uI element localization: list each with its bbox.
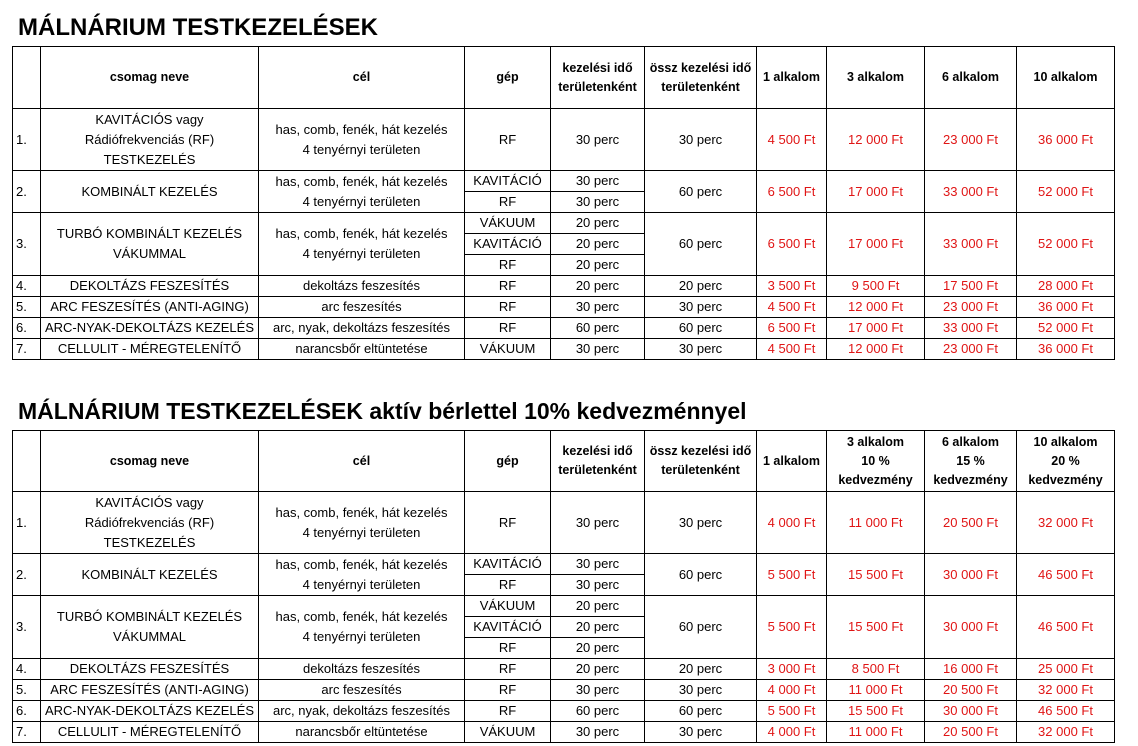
table-row <box>13 297 1115 318</box>
row-number: 6. <box>13 701 41 722</box>
package-name-line: KOMBINÁLT KEZELÉS <box>81 183 218 199</box>
treatment-goal-line: 4 tenyérnyi területen <box>302 629 421 644</box>
time-per-area-cell: 20 perc <box>551 234 645 255</box>
header-cell-6-sessions <box>925 47 1017 109</box>
header-cell-time-area <box>551 47 645 109</box>
time-per-area-cell: 30 perc <box>551 680 645 701</box>
time-per-area-cell: 30 perc <box>551 722 645 743</box>
package-name-line: TURBÓ KOMBINÁLT KEZELÉS <box>56 609 243 624</box>
device-cell: KAVITÁCIÓ <box>465 554 551 575</box>
device-cell: KAVITÁCIÓ <box>465 617 551 638</box>
time-per-area-cell: 20 perc <box>551 255 645 276</box>
treatment-goal-line: arc, nyak, dekoltázs feszesítés <box>272 320 451 335</box>
treatment-goal <box>259 318 465 339</box>
row-number: 3. <box>13 596 41 659</box>
treatment-goal <box>259 701 465 722</box>
table-row <box>13 701 1115 722</box>
package-name <box>41 659 259 680</box>
table-row <box>13 554 1115 575</box>
price-10-sessions: 32 000 Ft <box>1017 680 1115 701</box>
price-10-sessions: 52 000 Ft <box>1017 213 1115 276</box>
treatment-goal-line: 4 tenyérnyi területen <box>302 246 421 261</box>
price-1-session: 3 500 Ft <box>757 276 827 297</box>
treatment-goal-line: 4 tenyérnyi területen <box>302 576 421 592</box>
treatment-goal-line: has, comb, fenék, hát kezelés <box>275 609 448 624</box>
device-cell: RF <box>465 575 551 596</box>
table-row <box>13 276 1115 297</box>
price-1-session: 4 000 Ft <box>757 492 827 554</box>
price-3-sessions: 12 000 Ft <box>827 109 925 171</box>
price-10-sessions: 52 000 Ft <box>1017 171 1115 213</box>
table-row <box>13 171 1115 192</box>
device-cell: RF <box>465 638 551 659</box>
price-1-session: 4 500 Ft <box>757 109 827 171</box>
time-per-area-cell: 20 perc <box>551 659 645 680</box>
header-cell-name: csomag neve <box>41 431 259 492</box>
price-3-sessions: 11 000 Ft <box>827 722 925 743</box>
header-cell-total-time <box>645 47 757 109</box>
header-text: össz kezelési idő <box>649 60 752 75</box>
treatment-goal-line: has, comb, fenék, hát kezelés <box>275 226 448 241</box>
price-1-session: 5 500 Ft <box>757 554 827 596</box>
price-3-sessions: 15 500 Ft <box>827 701 925 722</box>
row-number: 1. <box>13 109 41 171</box>
row-number: 1. <box>13 492 41 554</box>
price-6-sessions: 33 000 Ft <box>925 213 1017 276</box>
treatment-goal-line: has, comb, fenék, hát kezelés <box>275 121 448 137</box>
package-name-line: DEKOLTÁZS FESZESÍTÉS <box>69 278 230 293</box>
price-1-session: 4 500 Ft <box>757 297 827 318</box>
package-name-line: CELLULIT - MÉREGTELENÍTŐ <box>57 724 242 739</box>
treatment-goal-line: dekoltázs feszesítés <box>302 278 421 293</box>
header-text: 20 % <box>1051 453 1080 468</box>
package-name-line: KAVITÁCIÓS vagy <box>95 111 204 127</box>
table-row <box>13 659 1115 680</box>
time-per-area-cell: 30 perc <box>551 339 645 360</box>
treatment-goal <box>259 492 465 554</box>
header-text: kedvezmény <box>838 472 913 487</box>
package-name <box>41 701 259 722</box>
price-10-sessions: 36 000 Ft <box>1017 339 1115 360</box>
header-cell-1-session <box>757 47 827 109</box>
package-name <box>41 554 259 596</box>
table-row <box>13 318 1115 339</box>
time-per-area-cell: 30 perc <box>551 492 645 554</box>
package-name <box>41 680 259 701</box>
price-table-discount <box>12 430 1115 743</box>
total-time-cell: 60 perc <box>645 596 757 659</box>
package-name-line: VÁKUMMAL <box>113 246 186 261</box>
treatment-goal <box>259 722 465 743</box>
price-1-session: 5 500 Ft <box>757 596 827 659</box>
package-name <box>41 297 259 318</box>
treatment-goal-line: has, comb, fenék, hát kezelés <box>275 504 448 520</box>
row-number: 7. <box>13 722 41 743</box>
row-number: 4. <box>13 276 41 297</box>
treatment-goal-line: arc, nyak, dekoltázs feszesítés <box>272 703 451 718</box>
time-per-area-cell: 60 perc <box>551 318 645 339</box>
device-cell: RF <box>465 255 551 276</box>
header-text: területenként <box>661 463 740 477</box>
header-text: össz kezelési idő <box>649 444 752 458</box>
treatment-goal-line: 4 tenyérnyi területen <box>302 193 421 209</box>
price-6-sessions: 23 000 Ft <box>925 339 1017 360</box>
treatment-goal-line: narancsbőr eltüntetése <box>295 341 428 356</box>
device-cell: RF <box>465 659 551 680</box>
package-name-line: TESTKEZELÉS <box>103 534 196 550</box>
device-cell: VÁKUUM <box>465 722 551 743</box>
package-name-line: KAVITÁCIÓS vagy <box>95 494 204 510</box>
price-10-sessions: 32 000 Ft <box>1017 722 1115 743</box>
header-text: 10 alkalom <box>1033 434 1098 449</box>
price-10-sessions: 36 000 Ft <box>1017 109 1115 171</box>
header-text: 1 alkalom <box>763 70 820 84</box>
header-cell-10-sessions <box>1017 431 1115 492</box>
row-number: 5. <box>13 297 41 318</box>
price-1-session: 4 500 Ft <box>757 339 827 360</box>
row-number: 2. <box>13 171 41 213</box>
price-1-session: 4 000 Ft <box>757 680 827 701</box>
price-3-sessions: 11 000 Ft <box>827 680 925 701</box>
header-text: 6 alkalom <box>942 70 999 84</box>
device-cell: VÁKUUM <box>465 596 551 617</box>
package-name-line: ARC-NYAK-DEKOLTÁZS KEZELÉS <box>44 703 254 718</box>
device-cell: VÁKUUM <box>465 213 551 234</box>
package-name-line: CELLULIT - MÉREGTELENÍTŐ <box>57 341 242 356</box>
header-text: kezelési idő <box>562 60 633 75</box>
total-time-cell: 30 perc <box>645 722 757 743</box>
header-text: 10 % <box>861 453 890 468</box>
treatment-goal <box>259 213 465 276</box>
total-time-cell: 60 perc <box>645 171 757 213</box>
discount-table-title: MÁLNÁRIUM TESTKEZELÉSEK aktív bérlettel 10% kedvezménnyel <box>18 398 747 424</box>
device-cell: RF <box>465 297 551 318</box>
price-10-sessions: 28 000 Ft <box>1017 276 1115 297</box>
price-1-session: 6 500 Ft <box>757 171 827 213</box>
price-10-sessions: 46 500 Ft <box>1017 596 1115 659</box>
total-time-cell: 60 perc <box>645 701 757 722</box>
package-name <box>41 492 259 554</box>
header-cell-number <box>13 431 41 492</box>
price-6-sessions: 16 000 Ft <box>925 659 1017 680</box>
header-text: 10 alkalom <box>1033 70 1098 84</box>
price-table-regular <box>12 46 1115 360</box>
header-text: területenként <box>661 79 740 94</box>
price-6-sessions: 23 000 Ft <box>925 297 1017 318</box>
header-cell-device: gép <box>465 47 551 109</box>
price-1-session: 6 500 Ft <box>757 213 827 276</box>
treatment-goal <box>259 276 465 297</box>
package-name-line: ARC-NYAK-DEKOLTÁZS KEZELÉS <box>44 320 254 335</box>
treatment-goal-line: 4 tenyérnyi területen <box>302 141 421 157</box>
device-cell: RF <box>465 318 551 339</box>
price-3-sessions: 17 000 Ft <box>827 213 925 276</box>
row-number: 5. <box>13 680 41 701</box>
package-name <box>41 596 259 659</box>
treatment-goal <box>259 596 465 659</box>
header-text: kedvezmény <box>1028 472 1103 487</box>
time-per-area-cell: 60 perc <box>551 701 645 722</box>
time-per-area-cell: 30 perc <box>551 554 645 575</box>
treatment-goal <box>259 680 465 701</box>
total-time-cell: 60 perc <box>645 213 757 276</box>
price-10-sessions: 36 000 Ft <box>1017 297 1115 318</box>
package-name-line: DEKOLTÁZS FESZESÍTÉS <box>69 661 230 676</box>
total-time-cell: 30 perc <box>645 339 757 360</box>
treatment-goal <box>259 339 465 360</box>
package-name <box>41 109 259 171</box>
treatment-goal <box>259 554 465 596</box>
header-cell-1-session <box>757 431 827 492</box>
package-name-line: Rádiófrekvenciás (RF) <box>84 131 215 147</box>
total-time-cell: 20 perc <box>645 276 757 297</box>
package-name-line: TURBÓ KOMBINÁLT KEZELÉS <box>56 226 243 241</box>
price-6-sessions: 23 000 Ft <box>925 109 1017 171</box>
header-text: 3 alkalom <box>847 434 904 449</box>
price-6-sessions: 33 000 Ft <box>925 171 1017 213</box>
price-6-sessions: 17 500 Ft <box>925 276 1017 297</box>
package-name-line: KOMBINÁLT KEZELÉS <box>81 566 218 582</box>
row-number: 4. <box>13 659 41 680</box>
header-cell-10-sessions <box>1017 47 1115 109</box>
header-cell-6-sessions <box>925 431 1017 492</box>
table-row <box>13 339 1115 360</box>
table-row <box>13 213 1115 234</box>
device-cell: RF <box>465 276 551 297</box>
row-number: 2. <box>13 554 41 596</box>
package-name-line: TESTKEZELÉS <box>103 151 196 167</box>
price-1-session: 5 500 Ft <box>757 701 827 722</box>
price-6-sessions: 20 500 Ft <box>925 492 1017 554</box>
table-row <box>13 722 1115 743</box>
total-time-cell: 30 perc <box>645 109 757 171</box>
package-name <box>41 171 259 213</box>
header-text: területenként <box>558 79 637 94</box>
total-time-cell: 30 perc <box>645 492 757 554</box>
header-cell-device: gép <box>465 431 551 492</box>
price-6-sessions: 33 000 Ft <box>925 318 1017 339</box>
time-per-area-cell: 30 perc <box>551 109 645 171</box>
time-per-area-cell: 20 perc <box>551 276 645 297</box>
package-name <box>41 722 259 743</box>
device-cell: KAVITÁCIÓ <box>465 171 551 192</box>
row-number: 7. <box>13 339 41 360</box>
total-time-cell: 60 perc <box>645 318 757 339</box>
device-cell: RF <box>465 109 551 171</box>
device-cell: VÁKUUM <box>465 339 551 360</box>
row-number: 6. <box>13 318 41 339</box>
treatment-goal <box>259 297 465 318</box>
time-per-area-cell: 30 perc <box>551 575 645 596</box>
total-time-cell: 20 perc <box>645 659 757 680</box>
treatment-goal <box>259 109 465 171</box>
treatment-goal-line: 4 tenyérnyi területen <box>302 524 421 540</box>
table-row <box>13 109 1115 171</box>
package-name-line: VÁKUMMAL <box>113 629 186 644</box>
package-name-line: ARC FESZESÍTÉS (ANTI-AGING) <box>50 299 249 314</box>
table-row <box>13 492 1115 554</box>
device-cell: RF <box>465 192 551 213</box>
price-3-sessions: 15 500 Ft <box>827 554 925 596</box>
header-cell-goal: cél <box>259 47 465 109</box>
price-3-sessions: 15 500 Ft <box>827 596 925 659</box>
device-cell: RF <box>465 701 551 722</box>
price-10-sessions: 32 000 Ft <box>1017 492 1115 554</box>
time-per-area-cell: 20 perc <box>551 638 645 659</box>
treatment-goal-line: arc feszesítés <box>321 682 402 697</box>
time-per-area-cell: 20 perc <box>551 596 645 617</box>
table-row <box>13 680 1115 701</box>
total-time-cell: 30 perc <box>645 680 757 701</box>
price-6-sessions: 20 500 Ft <box>925 722 1017 743</box>
price-10-sessions: 52 000 Ft <box>1017 318 1115 339</box>
price-1-session: 4 000 Ft <box>757 722 827 743</box>
price-3-sessions: 17 000 Ft <box>827 318 925 339</box>
row-number: 3. <box>13 213 41 276</box>
time-per-area-cell: 30 perc <box>551 297 645 318</box>
price-3-sessions: 12 000 Ft <box>827 297 925 318</box>
header-cell-3-sessions <box>827 431 925 492</box>
header-text: 15 % <box>956 453 985 468</box>
package-name <box>41 213 259 276</box>
header-text: 1 alkalom <box>763 453 820 468</box>
treatment-goal-line: has, comb, fenék, hát kezelés <box>275 173 448 189</box>
header-cell-number <box>13 47 41 109</box>
time-per-area-cell: 20 perc <box>551 617 645 638</box>
treatment-goal-line: has, comb, fenék, hát kezelés <box>275 556 448 572</box>
price-6-sessions: 30 000 Ft <box>925 701 1017 722</box>
treatment-goal-line: dekoltázs feszesítés <box>302 661 421 676</box>
package-name <box>41 339 259 360</box>
header-text: 3 alkalom <box>847 70 904 84</box>
price-3-sessions: 11 000 Ft <box>827 492 925 554</box>
price-3-sessions: 9 500 Ft <box>827 276 925 297</box>
header-text: 6 alkalom <box>942 434 999 449</box>
header-cell-goal: cél <box>259 431 465 492</box>
price-6-sessions: 30 000 Ft <box>925 554 1017 596</box>
price-10-sessions: 46 500 Ft <box>1017 554 1115 596</box>
package-name <box>41 318 259 339</box>
time-per-area-cell: 30 perc <box>551 171 645 192</box>
header-cell-time-area <box>551 431 645 492</box>
price-10-sessions: 46 500 Ft <box>1017 701 1115 722</box>
price-6-sessions: 30 000 Ft <box>925 596 1017 659</box>
header-cell-3-sessions <box>827 47 925 109</box>
device-cell: RF <box>465 492 551 554</box>
device-cell: RF <box>465 680 551 701</box>
header-text: kezelési idő <box>562 444 633 458</box>
package-name-line: Rádiófrekvenciás (RF) <box>84 514 215 530</box>
treatment-goal <box>259 659 465 680</box>
price-1-session: 3 000 Ft <box>757 659 827 680</box>
time-per-area-cell: 20 perc <box>551 213 645 234</box>
header-cell-name: csomag neve <box>41 47 259 109</box>
page-title: MÁLNÁRIUM TESTKEZELÉSEK <box>18 14 378 41</box>
header-cell-total-time <box>645 431 757 492</box>
price-3-sessions: 17 000 Ft <box>827 171 925 213</box>
total-time-cell: 60 perc <box>645 554 757 596</box>
price-6-sessions: 20 500 Ft <box>925 680 1017 701</box>
table-header-row <box>13 47 1115 109</box>
price-10-sessions: 25 000 Ft <box>1017 659 1115 680</box>
table-header-row <box>13 431 1115 492</box>
table-row <box>13 596 1115 617</box>
treatment-goal-line: narancsbőr eltüntetése <box>295 724 428 739</box>
price-3-sessions: 12 000 Ft <box>827 339 925 360</box>
device-cell: KAVITÁCIÓ <box>465 234 551 255</box>
time-per-area-cell: 30 perc <box>551 192 645 213</box>
header-text: területenként <box>558 463 637 477</box>
price-1-session: 6 500 Ft <box>757 318 827 339</box>
package-name <box>41 276 259 297</box>
price-3-sessions: 8 500 Ft <box>827 659 925 680</box>
treatment-goal <box>259 171 465 213</box>
treatment-goal-line: arc feszesítés <box>321 299 402 314</box>
header-text: kedvezmény <box>933 472 1008 487</box>
total-time-cell: 30 perc <box>645 297 757 318</box>
package-name-line: ARC FESZESÍTÉS (ANTI-AGING) <box>50 682 249 697</box>
